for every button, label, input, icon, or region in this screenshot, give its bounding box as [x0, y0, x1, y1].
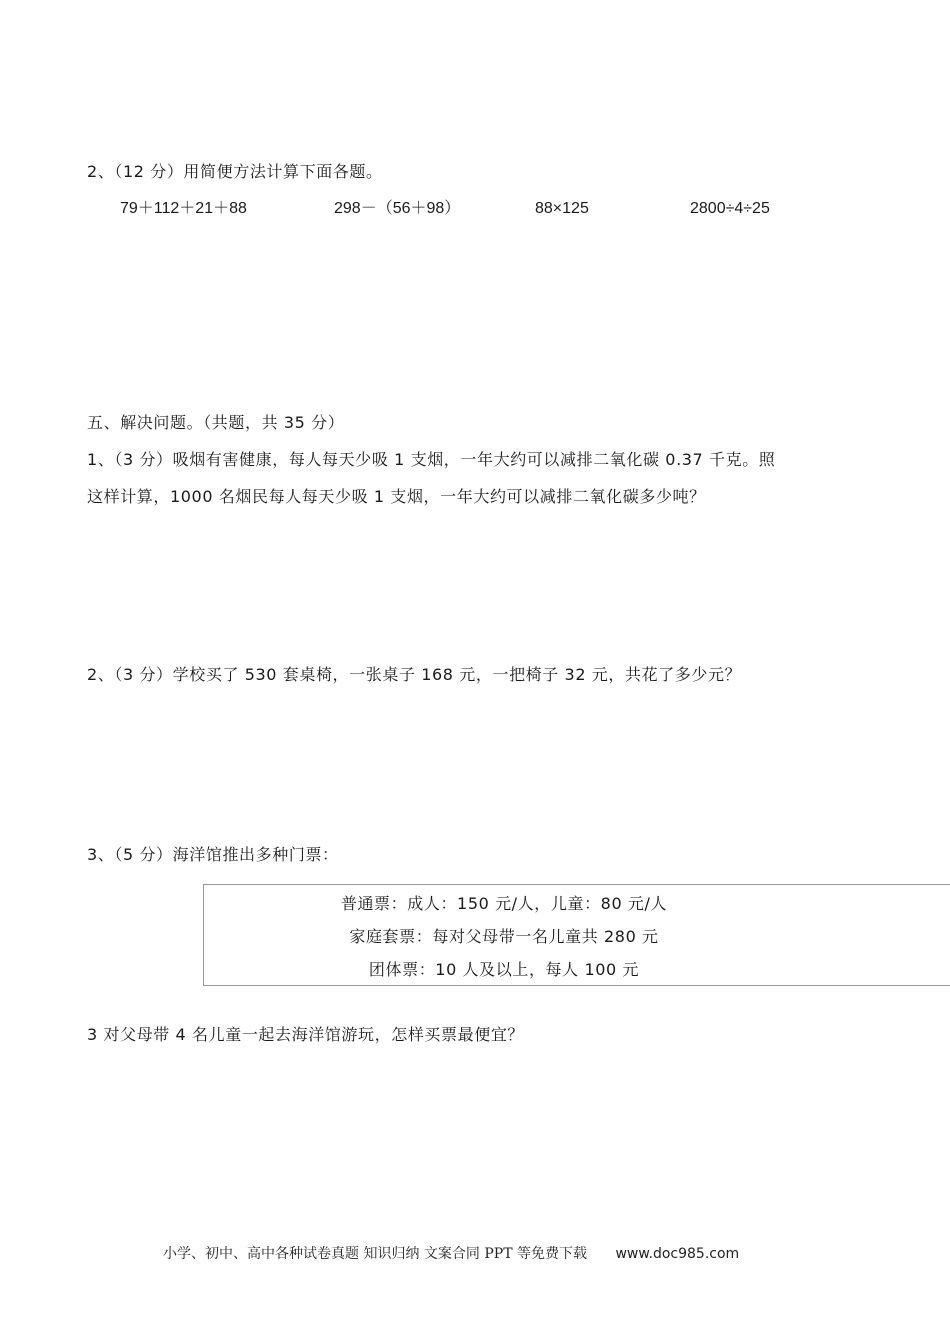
question-5-1-line-1: 1、（3 分）吸烟有害健康，每人每天少吸 1 支烟，一年大约可以减排二氧化碳 0.37 千克。照 [87, 450, 776, 469]
ticket-group: 团体票：10 人及以上，每人 100 元 [368, 960, 640, 979]
expression-3: 88×125 [535, 200, 589, 217]
question-5-3-question: 3 对父母带 4 名儿童一起去海洋馆游玩，怎样买票最便宜？ [87, 1025, 525, 1044]
ticket-regular: 普通票：成人：150 元/人，儿童：80 元/人 [340, 894, 668, 913]
footer-url[interactable]: www.doc985.com [615, 1246, 740, 1262]
expression-4: 2800÷4÷25 [690, 200, 770, 217]
footer-text: 小学、初中、高中各种试卷真题 知识归纳 文案合同 PPT 等免费下载 [163, 1246, 587, 1262]
expression-1: 79＋112＋21＋88 [120, 200, 247, 217]
section-5-heading: 五、解决问题。（共题，共 35 分） [87, 413, 345, 432]
question-5-3-heading: 3、（5 分）海洋馆推出多种门票： [87, 845, 339, 864]
question-5-1-line-2: 这样计算，1000 名烟民每人每天少吸 1 支烟，一年大约可以减排二氧化碳多少吨？ [87, 487, 706, 506]
footer [163, 1244, 739, 1264]
question-5-2: 2、（3 分）学校买了 530 套桌椅，一张桌子 168 元，一把椅子 32 元，共花了多少元？ [87, 665, 742, 684]
expression-2: 298－（56＋98） [334, 200, 461, 217]
ticket-info-box [203, 884, 950, 986]
ticket-family: 家庭套票：每对父母带一名儿童共 280 元 [349, 927, 659, 946]
question-4-2-heading: 2、（12 分）用简便方法计算下面各题。 [87, 162, 383, 181]
